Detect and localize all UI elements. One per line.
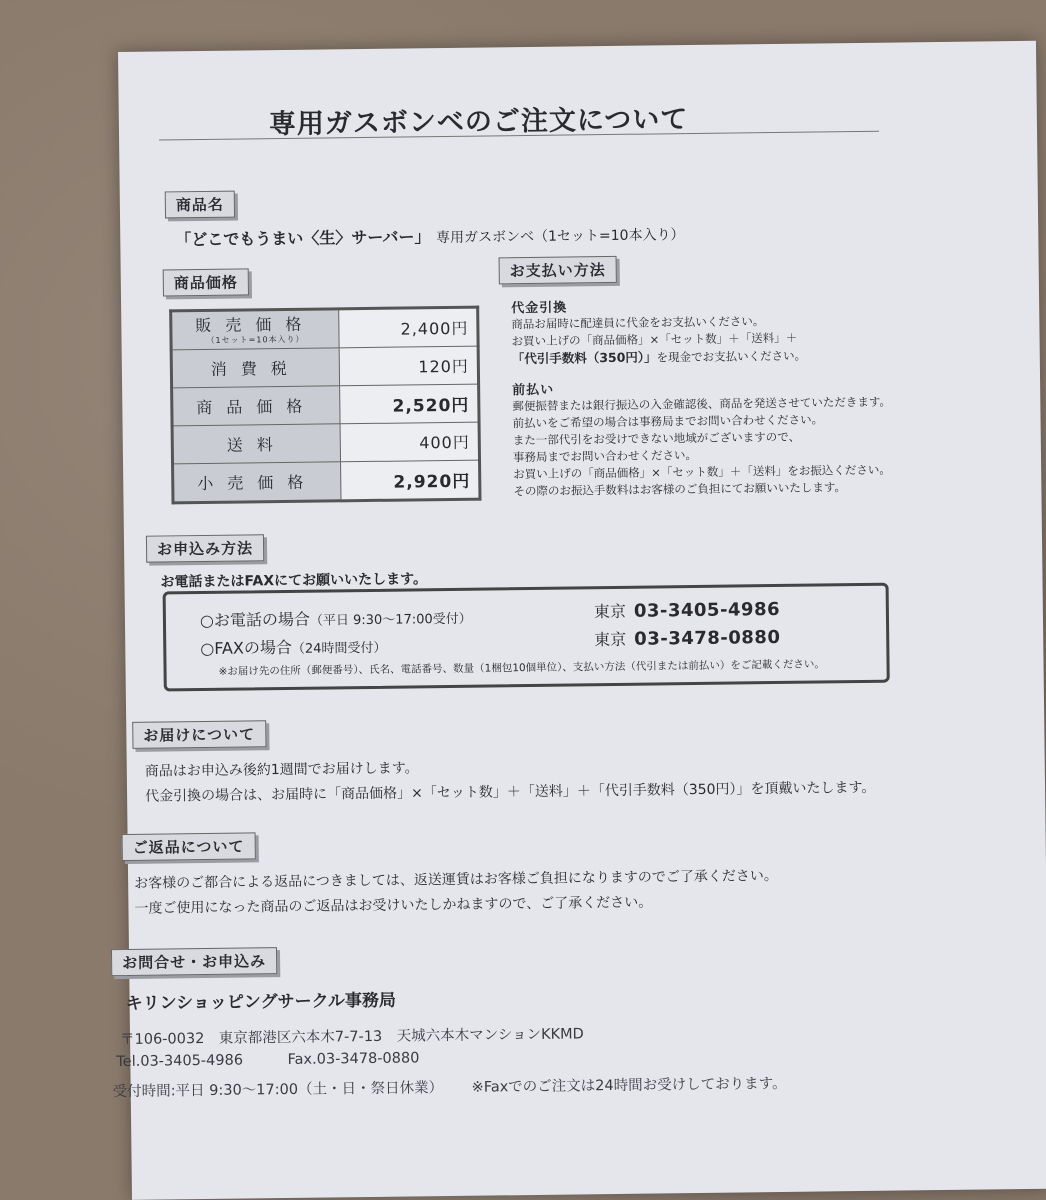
page-title: 専用ガスボンベのご注文について (268, 104, 689, 141)
table-row (172, 384, 479, 426)
fax-label: ○FAXの場合 (200, 637, 293, 659)
prepay-line: 前払いをご希望の場合は事務局までお問い合わせください。 (512, 412, 824, 431)
phone-city: 東京 (593, 601, 627, 622)
office-address: 〒106-0032 東京都港区六本木7-7-13 天城六本木マンションKKMD (119, 1026, 584, 1049)
returns-line-2: 一度ご使用になった商品のご返品はお受けいたしかねますので、ご了承ください。 (134, 894, 653, 917)
delivery-line-2: 代金引換の場合は、お届時に「商品価格」×「セット数」＋「送料」＋「代引手数料（350円）」を頂戴いたします。 (145, 779, 876, 805)
apply-section-label: お申込み方法 (146, 534, 264, 562)
prepay-heading: 前払い (512, 382, 555, 399)
returns-line-1: お客様のご都合による返品につきましては、返送運賃はお客様ご負担になりますのでご了承ください。 (134, 868, 778, 892)
prepay-line: その際のお振込手数料はお客様のご負担にてお願いいたします。 (513, 480, 847, 499)
returns-text (134, 864, 778, 922)
office-fax-note: ※Faxでのご注文は24時間お受けしております。 (471, 1075, 787, 1096)
contact-box (163, 583, 890, 692)
returns-section-label: ご返品について (122, 832, 256, 861)
fax-number-row (594, 625, 780, 650)
phone-hours: （平日 9:30〜17:00受付） (309, 611, 472, 629)
price-row-value: 400円 (340, 422, 479, 462)
price-row-label: 商品価格 (172, 386, 340, 426)
price-row-label: 送料 (172, 424, 340, 464)
price-row-label: 消費税 (171, 348, 339, 388)
order-sheet (112, 41, 1046, 1200)
office-tel[interactable]: Tel.03-3405-4986 (116, 1052, 244, 1071)
office-fax[interactable]: Fax.03-3478-0880 (287, 1050, 420, 1069)
price-table (169, 306, 481, 505)
price-row-value: 2,400円 (339, 307, 478, 348)
cod-line-1: 商品お届時に配達員に代金をお支払いください。 (511, 314, 765, 332)
office-phone-fax (116, 1050, 419, 1070)
apply-footnote: ※お届け先の住所（郵便番号）、氏名、電話番号、数量（1梱包10個単位）、支払い方法（代引または前払い）をご記載ください。 (218, 658, 825, 678)
table-row (172, 422, 479, 464)
phone-number[interactable]: 03-3405-4986 (633, 598, 781, 622)
prepay-line: 事務局までお問い合わせください。 (512, 447, 698, 465)
delivery-text (145, 751, 876, 810)
product-name-bold: 「どこでもうまい〈生〉サーバー」 (175, 227, 431, 250)
price-row-label: 販売価格 (195, 314, 316, 336)
fax-number[interactable]: 03-3478-0880 (634, 626, 781, 650)
office-hours-row (113, 1072, 787, 1101)
office-hours: 受付時間:平日 9:30〜17:00（土・日・祭日休業） (112, 1080, 444, 1101)
cod-fee: 「代引手数料（350円）」 (511, 349, 657, 367)
cod-line-3: を現金でお支払いください。 (656, 348, 807, 365)
apply-intro: お電話またはFAXにてお願いいたします。 (160, 571, 428, 591)
delivery-section-label: お届けについて (132, 720, 266, 749)
prepay-line: また一部代引をお受けできない地域がございますので、 (512, 429, 801, 448)
price-row-value: 120円 (339, 346, 478, 386)
fax-city: 東京 (594, 629, 627, 650)
table-row (171, 307, 478, 350)
contact-section-label: お問合せ・お申込み (111, 947, 277, 976)
prepay-line: 郵便振替または銀行振込の入金確認後、商品を発送させていただきます。 (512, 394, 891, 414)
payment-section-label: お支払い方法 (499, 256, 617, 284)
office-name: キリンショッピングサークル事務局 (125, 990, 397, 1014)
payment-prepay (512, 375, 892, 501)
phone-row (200, 605, 472, 631)
prepay-line: お買い上げの「商品価格」×「セット数」＋「送料」をお振込ください。 (513, 462, 891, 482)
price-row-label: 小売価格 (173, 462, 341, 503)
fax-hours: （24時間受付） (291, 640, 387, 657)
phone-number-row (594, 597, 780, 622)
table-row (171, 346, 478, 388)
payment-cod (511, 294, 806, 369)
price-section-label: 商品価格 (163, 268, 249, 296)
price-row-value: 2,520円 (340, 384, 479, 424)
cod-heading: 代金引換 (511, 300, 568, 317)
product-name-rest: 専用ガスボンベ（1セット=10本入り） (435, 227, 685, 247)
product-section-label: 商品名 (165, 191, 235, 219)
table-row (173, 460, 480, 503)
delivery-line-1: 商品はお申込み後約1週間でお届けします。 (144, 760, 419, 780)
cod-line-2: お買い上げの「商品価格」×「セット数」＋「送料」＋ (511, 330, 798, 349)
price-row-value: 2,920円 (341, 460, 480, 501)
fax-row (200, 634, 386, 659)
product-name (175, 221, 684, 250)
price-row-sub: （1セット=10本入り） (206, 334, 305, 345)
phone-label: ○お電話の場合 (199, 609, 311, 631)
